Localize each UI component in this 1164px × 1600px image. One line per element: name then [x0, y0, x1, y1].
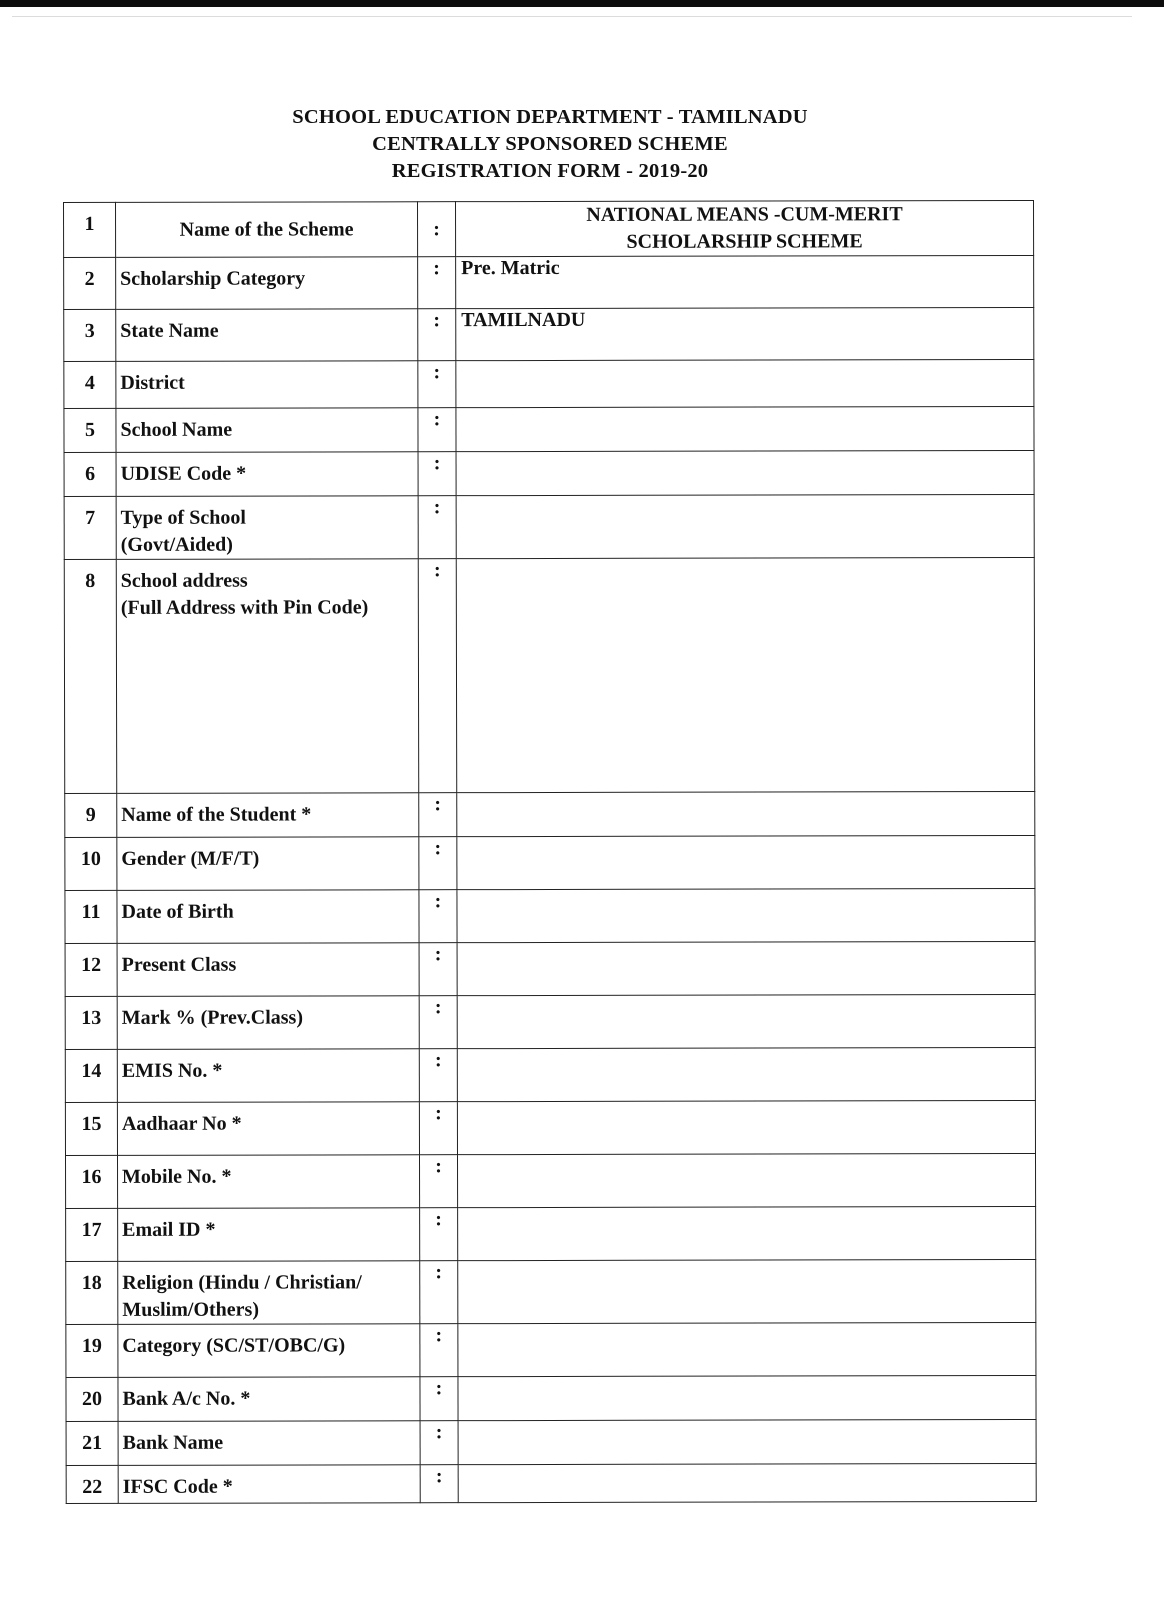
row-number: 11	[65, 890, 117, 943]
row-number: 17	[66, 1208, 118, 1261]
row-ifsc-code	[66, 1463, 1036, 1503]
row-number: 8	[64, 559, 116, 793]
row-label: IFSC Code *	[118, 1465, 420, 1504]
row-scholarship-category	[64, 255, 1034, 309]
row-separator: :	[419, 1155, 457, 1208]
row-number: 21	[66, 1421, 118, 1465]
label-line1: Religion (Hindu / Christian/	[122, 1271, 362, 1294]
bank-name-field[interactable]	[458, 1419, 1036, 1464]
row-separator: :	[418, 452, 456, 496]
row-separator: :	[420, 1261, 458, 1324]
row-religion	[66, 1259, 1036, 1324]
bank-account-field[interactable]	[458, 1375, 1036, 1420]
row-school-type	[64, 494, 1034, 559]
row-email-id	[66, 1206, 1036, 1261]
emis-no-field[interactable]	[457, 1047, 1035, 1101]
row-label: EMIS No. *	[117, 1049, 419, 1103]
label-line1: School address	[120, 569, 248, 592]
religion-field[interactable]	[458, 1259, 1036, 1323]
row-separator: :	[419, 1102, 457, 1155]
row-student-name	[65, 791, 1035, 837]
scholarship-category-value[interactable]: Pre. Matric	[456, 255, 1034, 308]
row-label: Category (SC/ST/OBC/G)	[118, 1324, 420, 1378]
form-title: REGISTRATION FORM - 2019-20	[391, 160, 709, 182]
row-number: 19	[66, 1324, 118, 1377]
row-separator: :	[419, 996, 457, 1049]
row-bank-account	[66, 1375, 1036, 1421]
row-present-class	[65, 941, 1035, 996]
row-number: 20	[66, 1377, 118, 1421]
registration-table	[63, 200, 1037, 1504]
scheme-name-line1: NATIONAL MEANS -CUM-MERIT	[586, 203, 903, 226]
row-separator: :	[420, 1377, 458, 1421]
row-number: 2	[64, 257, 116, 309]
row-separator: :	[420, 1465, 458, 1503]
row-number: 4	[64, 361, 116, 408]
row-label	[116, 496, 418, 560]
date-of-birth-field[interactable]	[457, 888, 1035, 942]
scheme-title: CENTRALLY SPONSORED SCHEME	[372, 133, 728, 155]
row-separator: :	[418, 202, 456, 257]
row-date-of-birth	[65, 888, 1035, 943]
row-number: 5	[64, 408, 116, 452]
scheme-name-value[interactable]	[456, 200, 1034, 256]
row-district	[64, 359, 1034, 408]
row-aadhaar-no	[65, 1100, 1035, 1155]
row-separator: :	[420, 1324, 458, 1377]
label-line2: Muslim/Others)	[122, 1298, 259, 1321]
row-label: Present Class	[117, 943, 419, 997]
present-class-field[interactable]	[457, 941, 1035, 995]
state-name-value[interactable]: TAMILNADU	[456, 307, 1034, 360]
scan-edge	[0, 0, 1164, 7]
row-separator: :	[420, 1208, 458, 1261]
row-number: 13	[65, 996, 117, 1049]
row-separator: :	[418, 496, 456, 559]
row-label: Aadhaar No *	[117, 1102, 419, 1156]
row-school-address	[64, 557, 1034, 793]
row-number: 9	[65, 793, 117, 837]
row-label: District	[116, 361, 418, 409]
row-number: 7	[64, 496, 116, 559]
row-separator: :	[419, 890, 457, 943]
row-label: Name of the Student *	[117, 793, 419, 838]
category-field[interactable]	[458, 1322, 1036, 1376]
row-category	[66, 1322, 1036, 1377]
row-number: 14	[65, 1049, 117, 1102]
school-name-field[interactable]	[456, 406, 1034, 451]
row-state-name	[64, 307, 1034, 361]
department-title: SCHOOL EDUCATION DEPARTMENT - TAMILNADU	[292, 106, 808, 128]
row-number: 10	[65, 837, 117, 890]
row-label: Bank A/c No. *	[118, 1377, 420, 1422]
row-separator: :	[418, 309, 456, 361]
row-number: 16	[65, 1155, 117, 1208]
row-separator: :	[418, 257, 456, 309]
gender-field[interactable]	[457, 835, 1035, 889]
row-bank-name	[66, 1419, 1036, 1465]
student-name-field[interactable]	[457, 791, 1035, 836]
scan-line	[12, 16, 1132, 17]
row-udise-code	[64, 450, 1034, 496]
row-gender	[65, 835, 1035, 890]
row-separator: :	[420, 1421, 458, 1465]
row-separator: :	[419, 943, 457, 996]
row-number: 15	[65, 1102, 117, 1155]
row-label: Gender (M/F/T)	[117, 837, 419, 891]
row-separator: :	[418, 559, 456, 793]
row-label: Mark % (Prev.Class)	[117, 996, 419, 1050]
row-label	[118, 1261, 420, 1325]
school-type-field[interactable]	[456, 494, 1034, 558]
row-mark-percent	[65, 994, 1035, 1049]
school-address-field[interactable]	[456, 557, 1034, 792]
row-separator: :	[419, 793, 457, 837]
label-line2: (Govt/Aided)	[120, 533, 233, 556]
row-separator: :	[419, 837, 457, 890]
email-id-field[interactable]	[458, 1206, 1036, 1260]
mark-percent-field[interactable]	[457, 994, 1035, 1048]
row-label: Email ID *	[118, 1208, 420, 1262]
form-header	[0, 104, 1100, 185]
row-emis-no	[65, 1047, 1035, 1102]
ifsc-code-field[interactable]	[458, 1463, 1036, 1502]
row-label: Bank Name	[118, 1421, 420, 1466]
row-label: State Name	[116, 309, 418, 362]
row-label: School Name	[116, 408, 418, 453]
row-number: 1	[64, 202, 116, 257]
scheme-name-line2: SCHOLARSHIP SCHEME	[626, 230, 863, 253]
row-label: Mobile No. *	[117, 1155, 419, 1209]
district-field[interactable]	[456, 359, 1034, 407]
row-school-name	[64, 406, 1034, 452]
udise-code-field[interactable]	[456, 450, 1034, 495]
row-scheme	[64, 200, 1034, 257]
row-separator: :	[418, 361, 456, 408]
label-line2: (Full Address with Pin Code)	[120, 596, 369, 619]
row-number: 22	[66, 1465, 118, 1503]
row-number: 12	[65, 943, 117, 996]
aadhaar-no-field[interactable]	[457, 1100, 1035, 1154]
mobile-no-field[interactable]	[457, 1153, 1035, 1207]
row-mobile-no	[65, 1153, 1035, 1208]
row-label: UDISE Code *	[116, 452, 418, 497]
row-number: 3	[64, 309, 116, 361]
row-label	[116, 559, 418, 794]
row-number: 6	[64, 452, 116, 496]
row-separator: :	[419, 1049, 457, 1102]
row-label: Scholarship Category	[116, 257, 418, 310]
label-line1: Type of School	[120, 506, 246, 529]
row-label: Name of the Scheme	[116, 202, 418, 258]
row-label: Date of Birth	[117, 890, 419, 944]
row-separator: :	[418, 408, 456, 452]
row-number: 18	[66, 1261, 118, 1324]
